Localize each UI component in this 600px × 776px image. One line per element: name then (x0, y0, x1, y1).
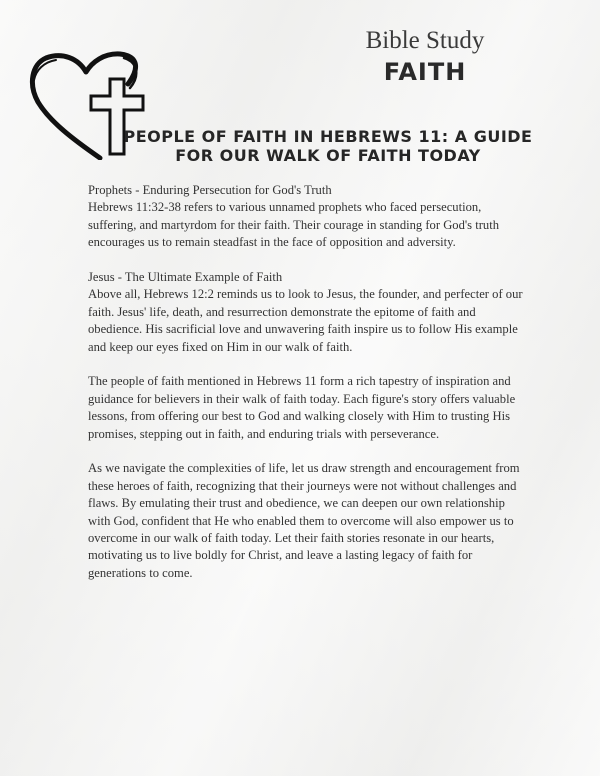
section-heading: Prophets - Enduring Persecution for God's Truth (88, 183, 332, 197)
document-body (88, 182, 528, 600)
section-body: Hebrews 11:32-38 refers to various unnamed prophets who faced persecution, suffering, and martyrdom for their faith. Their courage in standing for God's truth encourages us to remain steadfast in the face of opposition and adversity. (88, 200, 499, 250)
section-conclusion (88, 460, 528, 582)
section-jesus (88, 269, 528, 356)
section-prophets (88, 182, 528, 252)
page-title: PEOPLE OF FAITH IN HEBREWS 11: A GUIDE FOR OUR WALK OF FAITH TODAY (123, 127, 533, 165)
series-title: Bible Study (365, 27, 485, 54)
section-summary (88, 373, 528, 443)
topic-title: FAITH (383, 58, 467, 86)
section-heading: Jesus - The Ultimate Example of Faith (88, 270, 283, 285)
paragraph: The people of faith mentioned in Hebrews 11 form a rich tapestry of inspiration and guidance for believers in their walk of faith today. Each figure's story offers valuable lessons, from offering our best to God and walking closely with Him to trusting His promises, stepping out in faith, and enduring trials with perseverance. (88, 374, 516, 441)
section-body: Above all, Hebrews 12:2 reminds us to look to Jesus, the founder, and perfecter of our faith. Jesus' life, death, and resurrection demonstrate the epitome of faith and obedience. His sacrificial love and unwavering faith inspire us to follow His example and keep our eyes fixed on Him in our walk of faith. (88, 287, 523, 354)
document-header (330, 26, 520, 88)
paragraph: As we navigate the complexities of life, let us draw strength and encouragement from these heroes of faith, recognizing that their journeys were not without challenges and flaws. By emulating their trust and obedience, we can deepen our own relationship with God, confident that He who enabled them to overcome will also empower us to overcome in our walk of faith today. Let their faith stories resonate in our hearts, motivating us to live boldly for Christ, and leave a lasting legacy of faith for generations to come. (88, 461, 520, 580)
